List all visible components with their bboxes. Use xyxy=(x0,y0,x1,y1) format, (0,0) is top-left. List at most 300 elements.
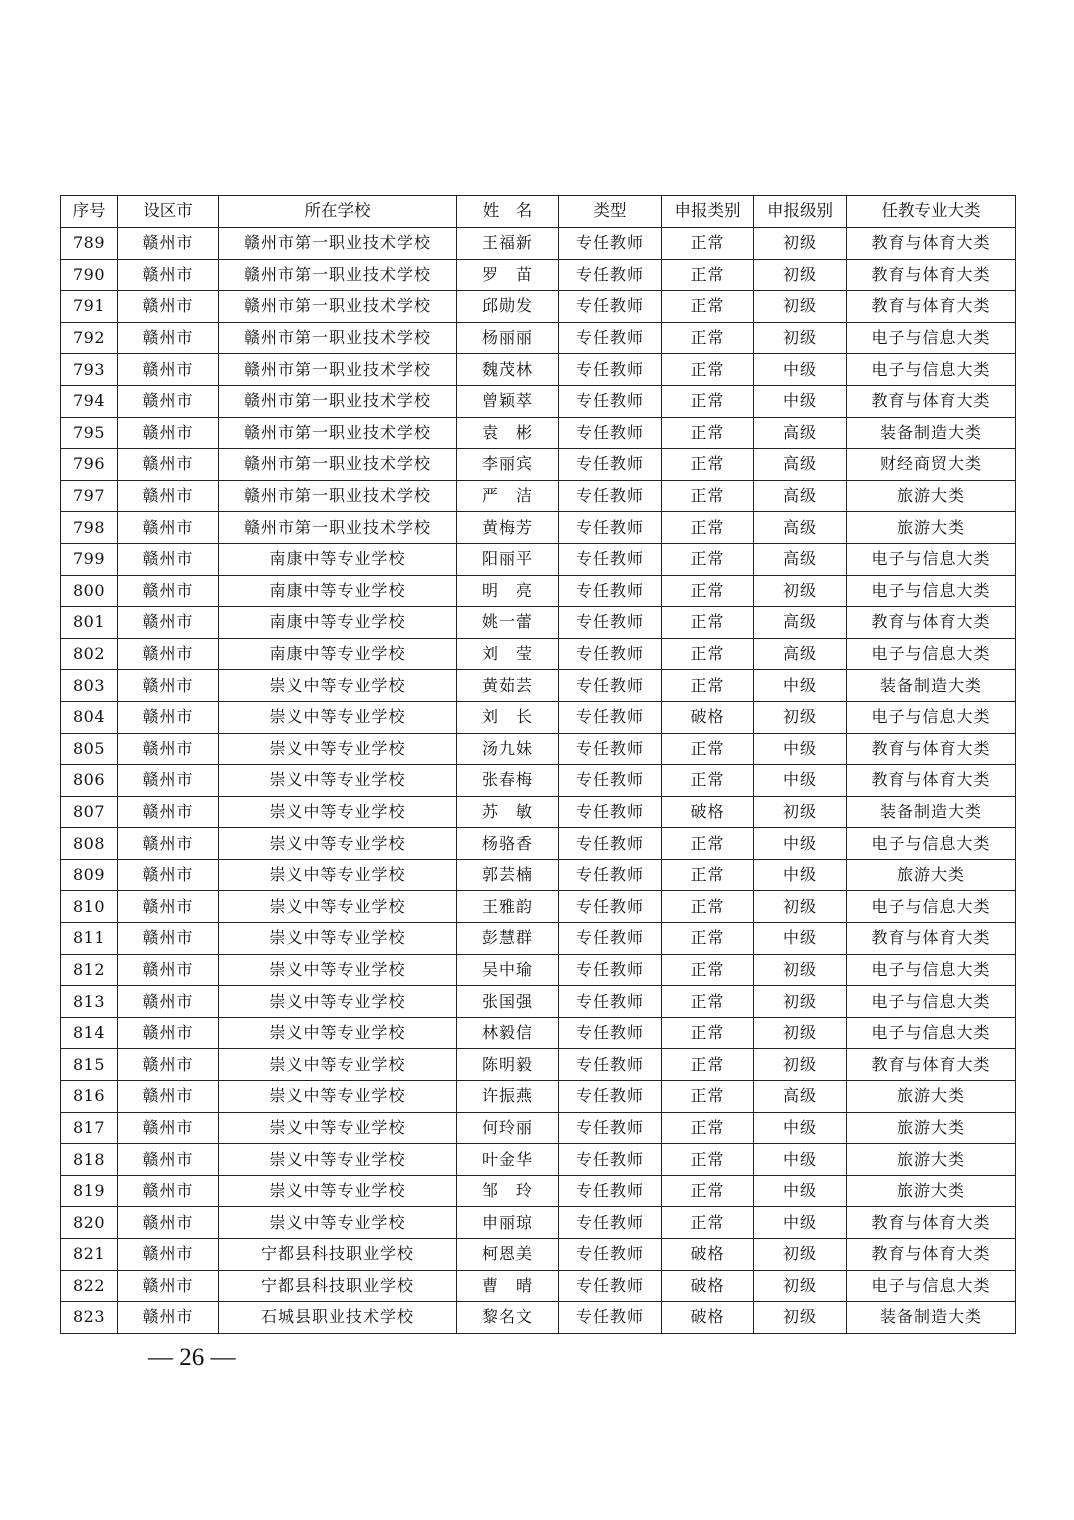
type-cell: 专任教师 xyxy=(559,259,662,291)
table-row xyxy=(61,291,1016,323)
serial-cell: 817 xyxy=(61,1112,118,1144)
type-cell: 专任教师 xyxy=(559,733,662,765)
city-cell: 赣州市 xyxy=(118,891,219,923)
major-cell: 电子与信息大类 xyxy=(847,954,1016,986)
city-cell: 赣州市 xyxy=(118,828,219,860)
school-cell: 赣州市第一职业技术学校 xyxy=(219,512,457,544)
city-cell: 赣州市 xyxy=(118,796,219,828)
category-cell: 正常 xyxy=(662,354,754,386)
major-cell: 教育与体育大类 xyxy=(847,607,1016,639)
level-cell: 初级 xyxy=(754,954,847,986)
school-cell: 崇义中等专业学校 xyxy=(219,923,457,955)
serial-cell: 811 xyxy=(61,923,118,955)
table-row xyxy=(61,1112,1016,1144)
city-cell: 赣州市 xyxy=(118,1017,219,1049)
serial-cell: 803 xyxy=(61,670,118,702)
major-cell: 教育与体育大类 xyxy=(847,228,1016,260)
category-cell: 正常 xyxy=(662,954,754,986)
type-cell: 专任教师 xyxy=(559,575,662,607)
level-cell: 初级 xyxy=(754,1239,847,1271)
major-cell: 教育与体育大类 xyxy=(847,385,1016,417)
level-cell: 高级 xyxy=(754,1081,847,1113)
table-row xyxy=(61,1207,1016,1239)
major-cell: 电子与信息大类 xyxy=(847,638,1016,670)
school-cell: 赣州市第一职业技术学校 xyxy=(219,480,457,512)
serial-cell: 792 xyxy=(61,322,118,354)
city-cell: 赣州市 xyxy=(118,322,219,354)
table-row xyxy=(61,1144,1016,1176)
table-row xyxy=(61,385,1016,417)
major-cell: 装备制造大类 xyxy=(847,670,1016,702)
category-cell: 正常 xyxy=(662,259,754,291)
major-cell: 电子与信息大类 xyxy=(847,701,1016,733)
table-row xyxy=(61,1049,1016,1081)
serial-cell: 794 xyxy=(61,385,118,417)
name-cell: 陈明毅 xyxy=(457,1049,559,1081)
category-cell: 正常 xyxy=(662,1144,754,1176)
serial-cell: 815 xyxy=(61,1049,118,1081)
serial-cell: 793 xyxy=(61,354,118,386)
type-cell: 专任教师 xyxy=(559,891,662,923)
level-cell: 初级 xyxy=(754,1049,847,1081)
level-cell: 初级 xyxy=(754,796,847,828)
major-cell: 装备制造大类 xyxy=(847,796,1016,828)
name-cell: 魏茂林 xyxy=(457,354,559,386)
school-cell: 崇义中等专业学校 xyxy=(219,701,457,733)
serial-cell: 806 xyxy=(61,765,118,797)
category-cell: 正常 xyxy=(662,670,754,702)
city-cell: 赣州市 xyxy=(118,575,219,607)
name-cell: 刘 长 xyxy=(457,701,559,733)
type-cell: 专任教师 xyxy=(559,1112,662,1144)
city-cell: 赣州市 xyxy=(118,1081,219,1113)
city-cell: 赣州市 xyxy=(118,765,219,797)
serial-cell: 808 xyxy=(61,828,118,860)
serial-cell: 795 xyxy=(61,417,118,449)
category-cell: 正常 xyxy=(662,765,754,797)
name-cell: 邹 玲 xyxy=(457,1175,559,1207)
name-cell: 吴中瑜 xyxy=(457,954,559,986)
school-cell: 崇义中等专业学校 xyxy=(219,1081,457,1113)
school-cell: 石城县职业技术学校 xyxy=(219,1302,457,1334)
category-cell: 破格 xyxy=(662,796,754,828)
school-cell: 崇义中等专业学校 xyxy=(219,796,457,828)
category-cell: 正常 xyxy=(662,291,754,323)
name-cell: 严 洁 xyxy=(457,480,559,512)
name-cell: 申丽琼 xyxy=(457,1207,559,1239)
name-cell: 黄茹芸 xyxy=(457,670,559,702)
major-cell: 电子与信息大类 xyxy=(847,828,1016,860)
category-cell: 正常 xyxy=(662,449,754,481)
city-cell: 赣州市 xyxy=(118,701,219,733)
category-cell: 正常 xyxy=(662,828,754,860)
level-cell: 高级 xyxy=(754,543,847,575)
type-cell: 专任教师 xyxy=(559,1017,662,1049)
category-cell: 破格 xyxy=(662,701,754,733)
level-cell: 中级 xyxy=(754,828,847,860)
header-name: 姓 名 xyxy=(457,196,559,228)
level-cell: 高级 xyxy=(754,607,847,639)
major-cell: 旅游大类 xyxy=(847,1175,1016,1207)
level-cell: 中级 xyxy=(754,1112,847,1144)
serial-cell: 790 xyxy=(61,259,118,291)
table-row xyxy=(61,733,1016,765)
category-cell: 正常 xyxy=(662,607,754,639)
type-cell: 专任教师 xyxy=(559,543,662,575)
city-cell: 赣州市 xyxy=(118,1239,219,1271)
category-cell: 正常 xyxy=(662,543,754,575)
type-cell: 专任教师 xyxy=(559,291,662,323)
table-row xyxy=(61,859,1016,891)
school-cell: 南康中等专业学校 xyxy=(219,638,457,670)
type-cell: 专任教师 xyxy=(559,1207,662,1239)
table-row xyxy=(61,512,1016,544)
table-row xyxy=(61,1270,1016,1302)
city-cell: 赣州市 xyxy=(118,1207,219,1239)
category-cell: 正常 xyxy=(662,512,754,544)
major-cell: 旅游大类 xyxy=(847,859,1016,891)
name-cell: 许振燕 xyxy=(457,1081,559,1113)
city-cell: 赣州市 xyxy=(118,638,219,670)
table-row xyxy=(61,701,1016,733)
table-row xyxy=(61,923,1016,955)
type-cell: 专任教师 xyxy=(559,1175,662,1207)
name-cell: 邱勋发 xyxy=(457,291,559,323)
school-cell: 宁都县科技职业学校 xyxy=(219,1239,457,1271)
school-cell: 崇义中等专业学校 xyxy=(219,1017,457,1049)
table-row xyxy=(61,828,1016,860)
table-row xyxy=(61,638,1016,670)
type-cell: 专任教师 xyxy=(559,638,662,670)
level-cell: 高级 xyxy=(754,512,847,544)
table-row xyxy=(61,765,1016,797)
school-cell: 崇义中等专业学校 xyxy=(219,1144,457,1176)
name-cell: 明 亮 xyxy=(457,575,559,607)
serial-cell: 804 xyxy=(61,701,118,733)
city-cell: 赣州市 xyxy=(118,417,219,449)
category-cell: 正常 xyxy=(662,891,754,923)
name-cell: 姚一蕾 xyxy=(457,607,559,639)
school-cell: 崇义中等专业学校 xyxy=(219,1175,457,1207)
serial-cell: 820 xyxy=(61,1207,118,1239)
type-cell: 专任教师 xyxy=(559,417,662,449)
level-cell: 中级 xyxy=(754,1175,847,1207)
table-row xyxy=(61,891,1016,923)
category-cell: 正常 xyxy=(662,480,754,512)
type-cell: 专任教师 xyxy=(559,859,662,891)
school-cell: 崇义中等专业学校 xyxy=(219,1207,457,1239)
serial-cell: 822 xyxy=(61,1270,118,1302)
category-cell: 正常 xyxy=(662,1175,754,1207)
city-cell: 赣州市 xyxy=(118,1175,219,1207)
city-cell: 赣州市 xyxy=(118,291,219,323)
level-cell: 初级 xyxy=(754,291,847,323)
name-cell: 阳丽平 xyxy=(457,543,559,575)
table-row xyxy=(61,607,1016,639)
level-cell: 中级 xyxy=(754,1207,847,1239)
table-row xyxy=(61,575,1016,607)
type-cell: 专任教师 xyxy=(559,828,662,860)
name-cell: 罗 苗 xyxy=(457,259,559,291)
type-cell: 专任教师 xyxy=(559,670,662,702)
page-number: — 26 — xyxy=(148,1344,236,1371)
school-cell: 崇义中等专业学校 xyxy=(219,954,457,986)
table-row xyxy=(61,1302,1016,1334)
school-cell: 崇义中等专业学校 xyxy=(219,733,457,765)
type-cell: 专任教师 xyxy=(559,480,662,512)
school-cell: 崇义中等专业学校 xyxy=(219,1112,457,1144)
level-cell: 初级 xyxy=(754,1270,847,1302)
table-header xyxy=(61,196,1016,228)
serial-cell: 809 xyxy=(61,859,118,891)
major-cell: 教育与体育大类 xyxy=(847,259,1016,291)
serial-cell: 801 xyxy=(61,607,118,639)
category-cell: 正常 xyxy=(662,733,754,765)
level-cell: 初级 xyxy=(754,891,847,923)
table-row xyxy=(61,543,1016,575)
serial-cell: 796 xyxy=(61,449,118,481)
header-application-level: 申报级别 xyxy=(754,196,847,228)
name-cell: 曹 晴 xyxy=(457,1270,559,1302)
serial-cell: 810 xyxy=(61,891,118,923)
school-cell: 赣州市第一职业技术学校 xyxy=(219,449,457,481)
category-cell: 正常 xyxy=(662,385,754,417)
city-cell: 赣州市 xyxy=(118,543,219,575)
school-cell: 宁都县科技职业学校 xyxy=(219,1270,457,1302)
city-cell: 赣州市 xyxy=(118,923,219,955)
level-cell: 高级 xyxy=(754,449,847,481)
city-cell: 赣州市 xyxy=(118,449,219,481)
table-row xyxy=(61,1239,1016,1271)
table-row xyxy=(61,954,1016,986)
major-cell: 电子与信息大类 xyxy=(847,354,1016,386)
type-cell: 专任教师 xyxy=(559,986,662,1018)
table-row xyxy=(61,228,1016,260)
table-row xyxy=(61,1081,1016,1113)
major-cell: 教育与体育大类 xyxy=(847,765,1016,797)
name-cell: 王福新 xyxy=(457,228,559,260)
header-type: 类型 xyxy=(559,196,662,228)
level-cell: 高级 xyxy=(754,417,847,449)
header-application-category: 申报类别 xyxy=(662,196,754,228)
major-cell: 电子与信息大类 xyxy=(847,322,1016,354)
city-cell: 赣州市 xyxy=(118,228,219,260)
serial-cell: 812 xyxy=(61,954,118,986)
level-cell: 中级 xyxy=(754,923,847,955)
serial-cell: 798 xyxy=(61,512,118,544)
city-cell: 赣州市 xyxy=(118,354,219,386)
table-row xyxy=(61,1017,1016,1049)
school-cell: 赣州市第一职业技术学校 xyxy=(219,385,457,417)
serial-cell: 800 xyxy=(61,575,118,607)
serial-cell: 797 xyxy=(61,480,118,512)
name-cell: 袁 彬 xyxy=(457,417,559,449)
serial-cell: 813 xyxy=(61,986,118,1018)
category-cell: 正常 xyxy=(662,417,754,449)
serial-cell: 802 xyxy=(61,638,118,670)
major-cell: 旅游大类 xyxy=(847,1112,1016,1144)
type-cell: 专任教师 xyxy=(559,796,662,828)
table-row xyxy=(61,449,1016,481)
major-cell: 装备制造大类 xyxy=(847,1302,1016,1334)
city-cell: 赣州市 xyxy=(118,607,219,639)
name-cell: 曾颖萃 xyxy=(457,385,559,417)
school-cell: 赣州市第一职业技术学校 xyxy=(219,228,457,260)
name-cell: 汤九妹 xyxy=(457,733,559,765)
major-cell: 财经商贸大类 xyxy=(847,449,1016,481)
table-row xyxy=(61,480,1016,512)
major-cell: 旅游大类 xyxy=(847,1081,1016,1113)
name-cell: 刘 莹 xyxy=(457,638,559,670)
serial-cell: 807 xyxy=(61,796,118,828)
city-cell: 赣州市 xyxy=(118,733,219,765)
category-cell: 正常 xyxy=(662,638,754,670)
city-cell: 赣州市 xyxy=(118,1302,219,1334)
major-cell: 教育与体育大类 xyxy=(847,1207,1016,1239)
serial-cell: 819 xyxy=(61,1175,118,1207)
type-cell: 专任教师 xyxy=(559,1081,662,1113)
level-cell: 初级 xyxy=(754,575,847,607)
city-cell: 赣州市 xyxy=(118,670,219,702)
level-cell: 中级 xyxy=(754,733,847,765)
table-body xyxy=(61,228,1016,1334)
category-cell: 正常 xyxy=(662,859,754,891)
table-row xyxy=(61,322,1016,354)
city-cell: 赣州市 xyxy=(118,954,219,986)
school-cell: 南康中等专业学校 xyxy=(219,607,457,639)
name-cell: 柯恩美 xyxy=(457,1239,559,1271)
table-row xyxy=(61,354,1016,386)
category-cell: 正常 xyxy=(662,575,754,607)
type-cell: 专任教师 xyxy=(559,1239,662,1271)
school-cell: 赣州市第一职业技术学校 xyxy=(219,322,457,354)
category-cell: 正常 xyxy=(662,923,754,955)
level-cell: 中级 xyxy=(754,859,847,891)
level-cell: 中级 xyxy=(754,385,847,417)
category-cell: 正常 xyxy=(662,1112,754,1144)
major-cell: 电子与信息大类 xyxy=(847,1017,1016,1049)
name-cell: 张春梅 xyxy=(457,765,559,797)
table-row xyxy=(61,259,1016,291)
level-cell: 初级 xyxy=(754,228,847,260)
city-cell: 赣州市 xyxy=(118,480,219,512)
category-cell: 正常 xyxy=(662,1207,754,1239)
name-cell: 王雅韵 xyxy=(457,891,559,923)
table-row xyxy=(61,986,1016,1018)
level-cell: 初级 xyxy=(754,259,847,291)
type-cell: 专任教师 xyxy=(559,923,662,955)
category-cell: 破格 xyxy=(662,1302,754,1334)
school-cell: 赣州市第一职业技术学校 xyxy=(219,291,457,323)
major-cell: 旅游大类 xyxy=(847,1144,1016,1176)
serial-cell: 789 xyxy=(61,228,118,260)
major-cell: 电子与信息大类 xyxy=(847,575,1016,607)
table-row xyxy=(61,796,1016,828)
type-cell: 专任教师 xyxy=(559,354,662,386)
city-cell: 赣州市 xyxy=(118,859,219,891)
school-cell: 崇义中等专业学校 xyxy=(219,765,457,797)
level-cell: 中级 xyxy=(754,1144,847,1176)
category-cell: 正常 xyxy=(662,986,754,1018)
school-cell: 崇义中等专业学校 xyxy=(219,1049,457,1081)
header-serial: 序号 xyxy=(61,196,118,228)
city-cell: 赣州市 xyxy=(118,385,219,417)
type-cell: 专任教师 xyxy=(559,228,662,260)
school-cell: 南康中等专业学校 xyxy=(219,543,457,575)
category-cell: 正常 xyxy=(662,228,754,260)
type-cell: 专任教师 xyxy=(559,607,662,639)
school-cell: 南康中等专业学校 xyxy=(219,575,457,607)
table-row xyxy=(61,1175,1016,1207)
name-cell: 黄梅芳 xyxy=(457,512,559,544)
header-school: 所在学校 xyxy=(219,196,457,228)
type-cell: 专任教师 xyxy=(559,765,662,797)
category-cell: 破格 xyxy=(662,1239,754,1271)
school-cell: 赣州市第一职业技术学校 xyxy=(219,259,457,291)
category-cell: 正常 xyxy=(662,1017,754,1049)
level-cell: 初级 xyxy=(754,1017,847,1049)
level-cell: 高级 xyxy=(754,480,847,512)
major-cell: 电子与信息大类 xyxy=(847,891,1016,923)
type-cell: 专任教师 xyxy=(559,1144,662,1176)
level-cell: 初级 xyxy=(754,1302,847,1334)
serial-cell: 791 xyxy=(61,291,118,323)
serial-cell: 799 xyxy=(61,543,118,575)
table-row xyxy=(61,670,1016,702)
level-cell: 初级 xyxy=(754,986,847,1018)
major-cell: 教育与体育大类 xyxy=(847,291,1016,323)
city-cell: 赣州市 xyxy=(118,259,219,291)
school-cell: 赣州市第一职业技术学校 xyxy=(219,417,457,449)
header-city: 设区市 xyxy=(118,196,219,228)
serial-cell: 816 xyxy=(61,1081,118,1113)
category-cell: 破格 xyxy=(662,1270,754,1302)
school-cell: 崇义中等专业学校 xyxy=(219,891,457,923)
teacher-roster-table xyxy=(60,195,1016,1334)
major-cell: 教育与体育大类 xyxy=(847,1049,1016,1081)
name-cell: 李丽宾 xyxy=(457,449,559,481)
city-cell: 赣州市 xyxy=(118,1112,219,1144)
major-cell: 电子与信息大类 xyxy=(847,1270,1016,1302)
name-cell: 张国强 xyxy=(457,986,559,1018)
name-cell: 何玲丽 xyxy=(457,1112,559,1144)
name-cell: 彭慧群 xyxy=(457,923,559,955)
level-cell: 初级 xyxy=(754,322,847,354)
type-cell: 专任教师 xyxy=(559,1302,662,1334)
city-cell: 赣州市 xyxy=(118,1049,219,1081)
serial-cell: 814 xyxy=(61,1017,118,1049)
name-cell: 杨丽丽 xyxy=(457,322,559,354)
name-cell: 林毅信 xyxy=(457,1017,559,1049)
type-cell: 专任教师 xyxy=(559,449,662,481)
city-cell: 赣州市 xyxy=(118,1144,219,1176)
school-cell: 崇义中等专业学校 xyxy=(219,828,457,860)
major-cell: 旅游大类 xyxy=(847,480,1016,512)
serial-cell: 823 xyxy=(61,1302,118,1334)
name-cell: 苏 敏 xyxy=(457,796,559,828)
major-cell: 教育与体育大类 xyxy=(847,1239,1016,1271)
type-cell: 专任教师 xyxy=(559,701,662,733)
level-cell: 初级 xyxy=(754,701,847,733)
school-cell: 崇义中等专业学校 xyxy=(219,670,457,702)
name-cell: 杨骆香 xyxy=(457,828,559,860)
header-row xyxy=(61,196,1016,228)
type-cell: 专任教师 xyxy=(559,1270,662,1302)
name-cell: 郭芸楠 xyxy=(457,859,559,891)
level-cell: 中级 xyxy=(754,354,847,386)
major-cell: 教育与体育大类 xyxy=(847,733,1016,765)
major-cell: 装备制造大类 xyxy=(847,417,1016,449)
